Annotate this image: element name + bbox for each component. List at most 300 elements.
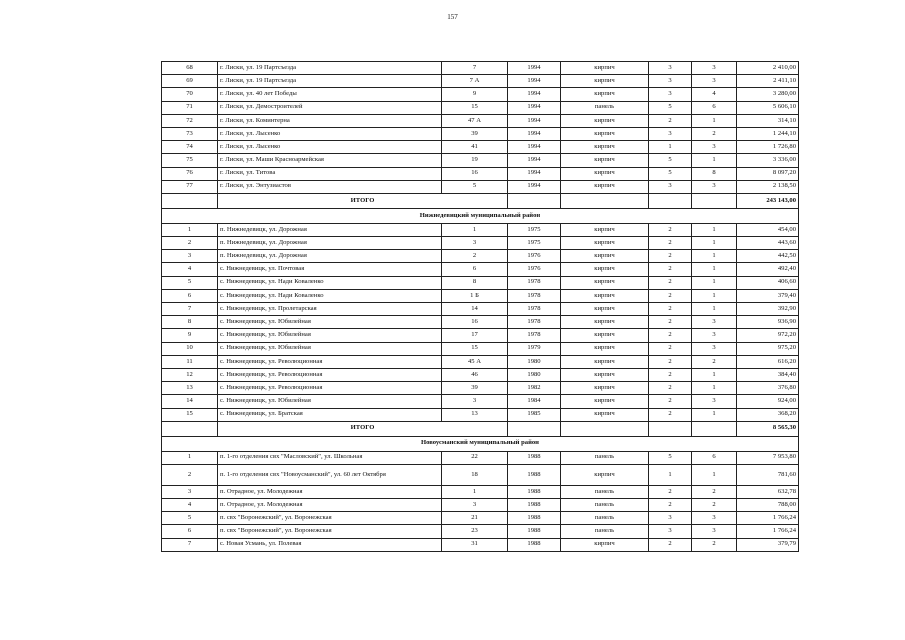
table-row	[162, 127, 799, 140]
row-number-cell: 15	[162, 408, 218, 421]
apartments-cell: 2	[692, 355, 737, 368]
material-cell: кирпич	[561, 88, 649, 101]
district-header-row	[162, 208, 799, 223]
year-cell: 1994	[508, 167, 561, 180]
amount-cell: 8 097,20	[737, 167, 799, 180]
floors-cell: 2	[649, 303, 692, 316]
floors-cell: 2	[649, 499, 692, 512]
table-row	[162, 303, 799, 316]
material-cell: панель	[561, 525, 649, 538]
house-number-cell: 16	[442, 316, 508, 329]
amount-cell: 368,20	[737, 408, 799, 421]
row-number-cell: 76	[162, 167, 218, 180]
house-number-cell: 1	[442, 223, 508, 236]
house-number-cell: 14	[442, 303, 508, 316]
material-cell: кирпич	[561, 355, 649, 368]
amount-cell: 492,40	[737, 263, 799, 276]
apartments-cell: 1	[692, 263, 737, 276]
amount-cell: 379,79	[737, 538, 799, 551]
table-row	[162, 525, 799, 538]
apartments-cell: 1	[692, 408, 737, 421]
material-cell: кирпич	[561, 263, 649, 276]
house-number-cell: 3	[442, 499, 508, 512]
empty-cell	[162, 193, 218, 208]
amount-cell: 7 953,80	[737, 451, 799, 464]
apartments-cell: 1	[692, 223, 737, 236]
empty-cell	[692, 421, 737, 436]
house-number-cell: 1 Б	[442, 289, 508, 302]
house-number-cell: 17	[442, 329, 508, 342]
table-row	[162, 408, 799, 421]
amount-cell: 788,00	[737, 499, 799, 512]
address-cell: с. Нижнедевицк, ул. Революционная	[218, 382, 442, 395]
row-number-cell: 5	[162, 512, 218, 525]
house-number-cell: 39	[442, 127, 508, 140]
apartments-cell: 6	[692, 451, 737, 464]
address-cell: г. Лиски, ул. 19 Партсъезда	[218, 62, 442, 75]
year-cell: 1994	[508, 62, 561, 75]
house-number-cell: 46	[442, 368, 508, 381]
house-number-cell: 15	[442, 101, 508, 114]
house-number-cell: 18	[442, 464, 508, 485]
house-number-cell: 15	[442, 342, 508, 355]
house-number-cell: 1	[442, 485, 508, 498]
address-cell: с. Нижнедевицк, ул. Нади Коваленко	[218, 276, 442, 289]
floors-cell: 2	[649, 368, 692, 381]
house-number-cell: 31	[442, 538, 508, 551]
row-number-cell: 6	[162, 289, 218, 302]
district-name: Новоусманский муниципальный район	[162, 436, 799, 451]
floors-cell: 2	[649, 263, 692, 276]
amount-cell: 3 336,00	[737, 154, 799, 167]
house-number-cell: 2	[442, 250, 508, 263]
material-cell: панель	[561, 499, 649, 512]
table-row	[162, 180, 799, 193]
amount-cell: 936,90	[737, 316, 799, 329]
row-number-cell: 4	[162, 263, 218, 276]
amount-cell: 2 411,10	[737, 75, 799, 88]
table-row	[162, 512, 799, 525]
housing-registry-table	[161, 61, 799, 552]
apartments-cell: 6	[692, 101, 737, 114]
address-cell: с. Нижнедевицк, ул. Пролетарская	[218, 303, 442, 316]
material-cell: кирпич	[561, 368, 649, 381]
amount-cell: 406,60	[737, 276, 799, 289]
apartments-cell: 3	[692, 180, 737, 193]
apartments-cell: 1	[692, 464, 737, 485]
year-cell: 1988	[508, 538, 561, 551]
table-row	[162, 451, 799, 464]
total-row	[162, 193, 799, 208]
apartments-cell: 3	[692, 75, 737, 88]
year-cell: 1994	[508, 75, 561, 88]
amount-cell: 616,20	[737, 355, 799, 368]
address-cell: с. Нижнедевицк, ул. Почтовая	[218, 263, 442, 276]
material-cell: кирпич	[561, 289, 649, 302]
address-cell: с. Нижнедевицк, ул. Юбилейная	[218, 395, 442, 408]
floors-cell: 3	[649, 62, 692, 75]
year-cell: 1994	[508, 154, 561, 167]
row-number-cell: 10	[162, 342, 218, 355]
apartments-cell: 1	[692, 382, 737, 395]
table-row	[162, 395, 799, 408]
year-cell: 1979	[508, 342, 561, 355]
apartments-cell: 3	[692, 141, 737, 154]
row-number-cell: 77	[162, 180, 218, 193]
table-row	[162, 276, 799, 289]
year-cell: 1994	[508, 114, 561, 127]
year-cell: 1980	[508, 368, 561, 381]
amount-cell: 3 280,00	[737, 88, 799, 101]
floors-cell: 3	[649, 512, 692, 525]
amount-cell: 314,10	[737, 114, 799, 127]
table-row	[162, 382, 799, 395]
floors-cell: 2	[649, 316, 692, 329]
row-number-cell: 2	[162, 237, 218, 250]
floors-cell: 5	[649, 101, 692, 114]
address-cell: п. 1-го отделения свх "Масловский", ул. Школьная	[218, 451, 442, 464]
apartments-cell: 2	[692, 127, 737, 140]
total-label: ИТОГО	[218, 421, 508, 436]
year-cell: 1978	[508, 303, 561, 316]
house-number-cell: 45 А	[442, 355, 508, 368]
material-cell: кирпич	[561, 167, 649, 180]
address-cell: п. свх "Воронежский", ул. Воронежская	[218, 525, 442, 538]
house-number-cell: 47 А	[442, 114, 508, 127]
address-cell: с. Нижнедевицк, ул. Братская	[218, 408, 442, 421]
material-cell: панель	[561, 485, 649, 498]
year-cell: 1976	[508, 250, 561, 263]
address-cell: п. Отрадное, ул. Молодежная	[218, 499, 442, 512]
page-number: 157	[447, 13, 458, 21]
material-cell: кирпич	[561, 180, 649, 193]
amount-cell: 1 244,10	[737, 127, 799, 140]
apartments-cell: 1	[692, 276, 737, 289]
year-cell: 1988	[508, 464, 561, 485]
amount-cell: 443,60	[737, 237, 799, 250]
house-number-cell: 16	[442, 167, 508, 180]
material-cell: кирпич	[561, 237, 649, 250]
address-cell: г. Лиски, ул. Маши Красноармейская	[218, 154, 442, 167]
material-cell: кирпич	[561, 408, 649, 421]
year-cell: 1988	[508, 525, 561, 538]
empty-cell	[162, 421, 218, 436]
amount-cell: 1 726,80	[737, 141, 799, 154]
house-number-cell: 9	[442, 88, 508, 101]
row-number-cell: 7	[162, 303, 218, 316]
empty-cell	[649, 421, 692, 436]
apartments-cell: 3	[692, 512, 737, 525]
row-number-cell: 7	[162, 538, 218, 551]
total-value: 243 143,00	[737, 193, 799, 208]
floors-cell: 1	[649, 141, 692, 154]
year-cell: 1994	[508, 88, 561, 101]
floors-cell: 2	[649, 408, 692, 421]
row-number-cell: 4	[162, 499, 218, 512]
address-cell: г. Лиски, ул. Титова	[218, 167, 442, 180]
house-number-cell: 7 А	[442, 75, 508, 88]
year-cell: 1980	[508, 355, 561, 368]
material-cell: кирпич	[561, 62, 649, 75]
house-number-cell: 19	[442, 154, 508, 167]
floors-cell: 2	[649, 485, 692, 498]
row-number-cell: 6	[162, 525, 218, 538]
apartments-cell: 2	[692, 499, 737, 512]
table-row	[162, 154, 799, 167]
row-number-cell: 70	[162, 88, 218, 101]
address-cell: г. Лиски, ул. Демостроителей	[218, 101, 442, 114]
material-cell: панель	[561, 451, 649, 464]
floors-cell: 1	[649, 464, 692, 485]
year-cell: 1975	[508, 223, 561, 236]
amount-cell: 442,50	[737, 250, 799, 263]
row-number-cell: 9	[162, 329, 218, 342]
address-cell: с. Нижнедевицк, ул. Юбилейная	[218, 342, 442, 355]
address-cell: п. Отрадное, ул. Молодежная	[218, 485, 442, 498]
floors-cell: 2	[649, 342, 692, 355]
apartments-cell: 1	[692, 250, 737, 263]
house-number-cell: 6	[442, 263, 508, 276]
row-number-cell: 11	[162, 355, 218, 368]
amount-cell: 972,20	[737, 329, 799, 342]
table-row	[162, 75, 799, 88]
address-cell: г. Лиски, ул. Лысенко	[218, 127, 442, 140]
table-row	[162, 114, 799, 127]
address-cell: с. Нижнедевицк, ул. Юбилейная	[218, 316, 442, 329]
apartments-cell: 4	[692, 88, 737, 101]
row-number-cell: 3	[162, 250, 218, 263]
row-number-cell: 1	[162, 451, 218, 464]
total-value: 8 565,30	[737, 421, 799, 436]
table-body	[162, 62, 799, 552]
floors-cell: 2	[649, 289, 692, 302]
total-row	[162, 421, 799, 436]
table-row	[162, 368, 799, 381]
empty-cell	[692, 193, 737, 208]
apartments-cell: 3	[692, 342, 737, 355]
year-cell: 1988	[508, 499, 561, 512]
address-cell: с. Новая Усмань, ул. Полевая	[218, 538, 442, 551]
table-row	[162, 355, 799, 368]
row-number-cell: 75	[162, 154, 218, 167]
floors-cell: 5	[649, 167, 692, 180]
year-cell: 1975	[508, 237, 561, 250]
material-cell: кирпич	[561, 114, 649, 127]
row-number-cell: 14	[162, 395, 218, 408]
row-number-cell: 3	[162, 485, 218, 498]
floors-cell: 2	[649, 276, 692, 289]
row-number-cell: 68	[162, 62, 218, 75]
year-cell: 1994	[508, 180, 561, 193]
total-label: ИТОГО	[218, 193, 508, 208]
empty-cell	[649, 193, 692, 208]
amount-cell: 2 138,50	[737, 180, 799, 193]
empty-cell	[561, 193, 649, 208]
year-cell: 1985	[508, 408, 561, 421]
apartments-cell: 1	[692, 114, 737, 127]
row-number-cell: 74	[162, 141, 218, 154]
material-cell: кирпич	[561, 538, 649, 551]
address-cell: с. Нижнедевицк, ул. Нади Коваленко	[218, 289, 442, 302]
address-cell: с. Нижнедевицк, ул. Революционная	[218, 355, 442, 368]
row-number-cell: 1	[162, 223, 218, 236]
house-number-cell: 22	[442, 451, 508, 464]
year-cell: 1994	[508, 141, 561, 154]
table-row	[162, 141, 799, 154]
table-row	[162, 101, 799, 114]
apartments-cell: 1	[692, 154, 737, 167]
year-cell: 1994	[508, 101, 561, 114]
floors-cell: 2	[649, 382, 692, 395]
row-number-cell: 73	[162, 127, 218, 140]
amount-cell: 975,20	[737, 342, 799, 355]
amount-cell: 1 766,24	[737, 525, 799, 538]
house-number-cell: 41	[442, 141, 508, 154]
apartments-cell: 1	[692, 303, 737, 316]
floors-cell: 5	[649, 154, 692, 167]
row-number-cell: 8	[162, 316, 218, 329]
material-cell: кирпич	[561, 303, 649, 316]
amount-cell: 924,00	[737, 395, 799, 408]
amount-cell: 379,40	[737, 289, 799, 302]
address-cell: г. Лиски, ул. Коминтерна	[218, 114, 442, 127]
table-row	[162, 464, 799, 485]
material-cell: панель	[561, 512, 649, 525]
empty-cell	[508, 421, 561, 436]
floors-cell: 2	[649, 395, 692, 408]
apartments-cell: 2	[692, 538, 737, 551]
year-cell: 1988	[508, 512, 561, 525]
year-cell: 1976	[508, 263, 561, 276]
floors-cell: 2	[649, 355, 692, 368]
house-number-cell: 39	[442, 382, 508, 395]
empty-cell	[508, 193, 561, 208]
floors-cell: 5	[649, 451, 692, 464]
district-header-row	[162, 436, 799, 451]
address-cell: с. Нижнедевицк, ул. Юбилейная	[218, 329, 442, 342]
floors-cell: 3	[649, 88, 692, 101]
apartments-cell: 1	[692, 368, 737, 381]
table-row	[162, 342, 799, 355]
table-row	[162, 263, 799, 276]
apartments-cell: 1	[692, 237, 737, 250]
material-cell: кирпич	[561, 329, 649, 342]
address-cell: г. Лиски, ул. Энтузиастов	[218, 180, 442, 193]
address-cell: г. Лиски, ул. 40 лет Победы	[218, 88, 442, 101]
address-cell: п. Нижнедевицк, ул. Дорожная	[218, 250, 442, 263]
address-cell: г. Лиски, ул. Лысенко	[218, 141, 442, 154]
row-number-cell: 72	[162, 114, 218, 127]
address-cell: п. 1-го отделения свх "Новоусманский", ул. 60 лет Октября	[218, 464, 442, 485]
material-cell: кирпич	[561, 154, 649, 167]
row-number-cell: 5	[162, 276, 218, 289]
address-cell: г. Лиски, ул. 19 Партсъезда	[218, 75, 442, 88]
year-cell: 1978	[508, 316, 561, 329]
material-cell: кирпич	[561, 250, 649, 263]
address-cell: с. Нижнедевицк, ул. Революционная	[218, 368, 442, 381]
amount-cell: 392,90	[737, 303, 799, 316]
year-cell: 1988	[508, 451, 561, 464]
year-cell: 1978	[508, 329, 561, 342]
amount-cell: 454,00	[737, 223, 799, 236]
amount-cell: 5 606,10	[737, 101, 799, 114]
house-number-cell: 7	[442, 62, 508, 75]
address-cell: п. свх "Воронежский", ул. Воронежская	[218, 512, 442, 525]
year-cell: 1978	[508, 289, 561, 302]
amount-cell: 781,60	[737, 464, 799, 485]
empty-cell	[561, 421, 649, 436]
floors-cell: 2	[649, 329, 692, 342]
year-cell: 1982	[508, 382, 561, 395]
apartments-cell: 1	[692, 289, 737, 302]
table-row	[162, 289, 799, 302]
row-number-cell: 12	[162, 368, 218, 381]
floors-cell: 2	[649, 250, 692, 263]
floors-cell: 2	[649, 237, 692, 250]
floors-cell: 3	[649, 525, 692, 538]
table-row	[162, 223, 799, 236]
material-cell: кирпич	[561, 276, 649, 289]
amount-cell: 376,80	[737, 382, 799, 395]
year-cell: 1988	[508, 485, 561, 498]
house-number-cell: 3	[442, 237, 508, 250]
table-row	[162, 499, 799, 512]
address-cell: п. Нижнедевицк, ул. Дорожная	[218, 223, 442, 236]
table-row	[162, 538, 799, 551]
material-cell: кирпич	[561, 127, 649, 140]
house-number-cell: 3	[442, 395, 508, 408]
amount-cell: 2 410,00	[737, 62, 799, 75]
row-number-cell: 2	[162, 464, 218, 485]
material-cell: кирпич	[561, 382, 649, 395]
house-number-cell: 13	[442, 408, 508, 421]
apartments-cell: 3	[692, 316, 737, 329]
material-cell: кирпич	[561, 464, 649, 485]
material-cell: кирпич	[561, 316, 649, 329]
material-cell: кирпич	[561, 223, 649, 236]
material-cell: кирпич	[561, 342, 649, 355]
apartments-cell: 8	[692, 167, 737, 180]
amount-cell: 632,78	[737, 485, 799, 498]
floors-cell: 2	[649, 114, 692, 127]
house-number-cell: 5	[442, 180, 508, 193]
material-cell: панель	[561, 101, 649, 114]
year-cell: 1978	[508, 276, 561, 289]
row-number-cell: 69	[162, 75, 218, 88]
floors-cell: 3	[649, 127, 692, 140]
material-cell: кирпич	[561, 75, 649, 88]
table-row	[162, 237, 799, 250]
house-number-cell: 21	[442, 512, 508, 525]
table-row	[162, 329, 799, 342]
apartments-cell: 3	[692, 525, 737, 538]
house-number-cell: 23	[442, 525, 508, 538]
table-row	[162, 88, 799, 101]
year-cell: 1994	[508, 127, 561, 140]
apartments-cell: 3	[692, 329, 737, 342]
amount-cell: 1 766,24	[737, 512, 799, 525]
year-cell: 1984	[508, 395, 561, 408]
floors-cell: 2	[649, 223, 692, 236]
table-row	[162, 485, 799, 498]
floors-cell: 3	[649, 180, 692, 193]
apartments-cell: 3	[692, 395, 737, 408]
address-cell: п. Нижнедевицк, ул. Дорожная	[218, 237, 442, 250]
table-row	[162, 62, 799, 75]
amount-cell: 384,40	[737, 368, 799, 381]
floors-cell: 3	[649, 75, 692, 88]
table-row	[162, 316, 799, 329]
